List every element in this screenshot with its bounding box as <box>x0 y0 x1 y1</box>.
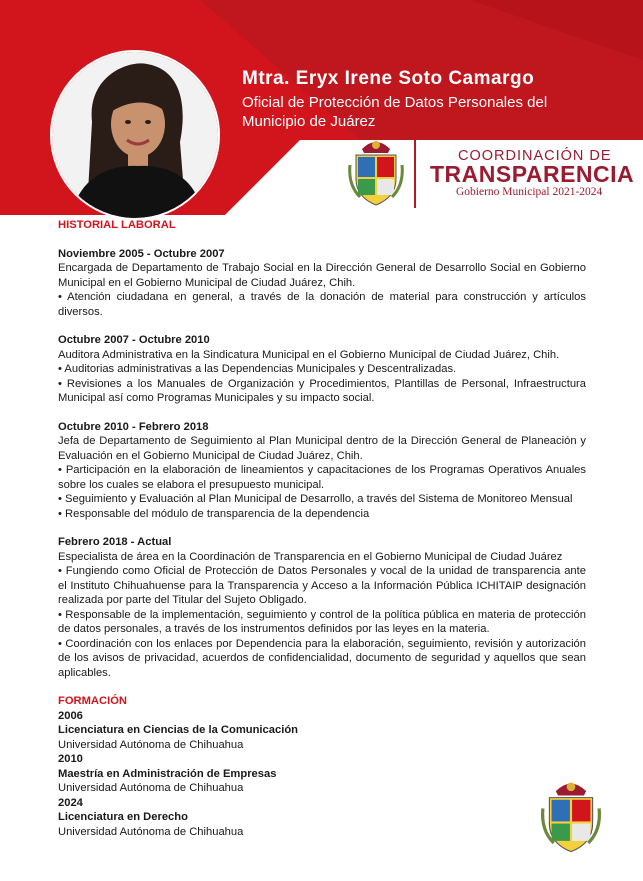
job-line: • Responsable de la implementación, seguimiento y control de la política pública en materia de protección de datos personales, a través de los instrumentos definidos por las leyes en la materia. <box>58 608 586 635</box>
edu-year: 2010 <box>58 753 83 765</box>
job-line: Jefa de Departamento de Seguimiento al Plan Municipal dentro de la Dirección General de Planeación y Evaluación en el Gobierno Municipal de Ciudad Juárez, Chih. <box>58 435 586 462</box>
job-entry <box>58 247 586 320</box>
job-period: Octubre 2010 - Febrero 2018 <box>58 420 209 433</box>
historial-title: HISTORIAL LABORAL <box>58 219 176 231</box>
job-line: Encargada de Departamento de Trabajo Social en la Dirección General de Desarrollo Social en Gobierno Municipal en el Gobierno Municipal de Ciudad Juárez, Chih. <box>58 262 586 289</box>
job-line: • Revisiones a los Manuales de Organización y Procedimientos, Plantillas de Personal, Infraestructura Municipal así como Programas Municipales y su impacto social. <box>58 377 586 404</box>
formacion-section <box>58 694 586 839</box>
job-line: • Fungiendo como Oficial de Protección de Datos Personales y vocal de la unidad de transparencia ante el Instituto Chihuahuense para la Transparencia y Acceso a la Información Pública ICHITAIP designación realizada por parte del Titular del Sujeto Obligado. <box>58 565 586 606</box>
job-entry <box>58 333 586 406</box>
municipal-crest-icon <box>538 776 604 856</box>
job-entry <box>58 420 586 522</box>
role-line-2: Municipio de Juárez <box>242 113 376 130</box>
job-entry <box>58 535 586 680</box>
logo-divider <box>414 140 416 208</box>
edu-year: 2006 <box>58 709 83 722</box>
job-line: • Seguimiento y Evaluación al Plan Municipal de Desarrollo, a través del Sistema de Monitoreo Mensual <box>58 493 573 505</box>
profile-photo <box>52 52 218 218</box>
role-line-1: Oficial de Protección de Datos Personales del <box>242 94 548 111</box>
edu-school: Universidad Autónoma de Chihuahua <box>58 782 244 794</box>
edu-school: Universidad Autónoma de Chihuahua <box>58 738 244 751</box>
logo-title: TRANSPARENCIA <box>430 161 635 187</box>
logo-subtitle-top: COORDINACIÓN DE <box>458 148 612 164</box>
job-line: Especialista de área en la Coordinación de Transparencia en el Gobierno Municipal de Ciudad Juárez <box>58 550 563 563</box>
job-line: • Atención ciudadana en general, a través de la donación de material para construcción y artículos diversos. <box>58 291 586 318</box>
person-role <box>242 93 547 131</box>
edu-degree: Maestría en Administración de Empresas <box>58 767 277 780</box>
municipal-crest-icon <box>348 135 404 209</box>
job-period: Noviembre 2005 - Octubre 2007 <box>58 247 225 260</box>
job-line: • Auditorias administrativas a las Dependencias Municipales y Descentralizadas. <box>58 363 457 375</box>
job-line: • Responsable del módulo de transparencia de la dependencia <box>58 507 370 520</box>
job-line: • Participación en la elaboración de lineamientos y capacitaciones de los Programas Operativos Anuales sobre los cuales se elabora el presupuesto municipal. <box>58 464 586 491</box>
edu-degree: Licenciatura en Ciencias de la Comunicación <box>58 724 298 736</box>
logo-subtitle-bottom: Gobierno Municipal 2021-2024 <box>456 186 603 198</box>
job-period: Octubre 2007 - Octubre 2010 <box>58 334 210 346</box>
edu-degree: Licenciatura en Derecho <box>58 811 188 823</box>
edu-school: Universidad Autónoma de Chihuahua <box>58 825 244 838</box>
edu-year: 2024 <box>58 796 83 809</box>
formacion-title: FORMACIÓN <box>58 695 127 707</box>
person-name: Mtra. Eryx Irene Soto Camargo <box>242 68 535 89</box>
job-line: • Coordinación con los enlaces por Dependencia para la elaboración, seguimiento, revisión y autorización de los avisos de privacidad, acuerdos de confidencialidad, documento de seguridad y aquellos que sean aplicables. <box>58 637 586 679</box>
cv-content <box>58 218 586 839</box>
job-line: Auditora Administrativa en la Sindicatura Municipal en el Gobierno Municipal de Ciudad Juárez, Chih. <box>58 348 560 361</box>
job-period: Febrero 2018 - Actual <box>58 536 172 548</box>
